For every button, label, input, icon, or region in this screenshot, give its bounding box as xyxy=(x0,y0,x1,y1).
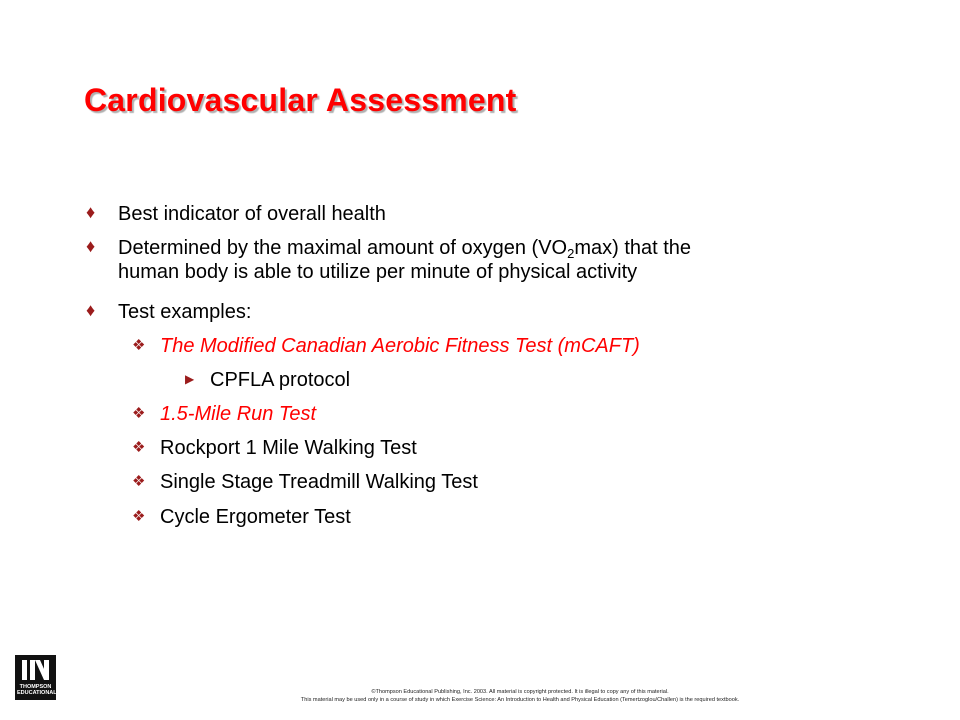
logo-text-line-2: EDUCATIONAL xyxy=(17,690,57,696)
sub-bullet-treadmill: Single Stage Treadmill Walking Test xyxy=(160,471,478,493)
bullet-test-examples: Test examples: xyxy=(118,301,252,323)
sub-bullet-rockport: Rockport 1 Mile Walking Test xyxy=(160,437,417,459)
publisher-logo-text xyxy=(17,684,57,696)
bullet-best-indicator: Best indicator of overall health xyxy=(118,203,386,225)
diamond-bullet-icon: ♦ xyxy=(86,202,96,222)
triangle-bullet-icon: ▶ xyxy=(185,372,195,386)
sub-bullet-run-test: 1.5-Mile Run Test xyxy=(160,403,316,425)
diamond-bullet-icon: ♦ xyxy=(86,236,96,256)
bullet-vo2max-text-pre: Determined by the maximal amount of oxygen (VO xyxy=(118,237,568,259)
star-bullet-icon: ❖ xyxy=(132,508,146,525)
diamond-bullet-icon: ♦ xyxy=(86,300,96,320)
footer-usage-note: This material may be used only in a course of study in which Exercise Science: An Introduction to Health and Physical Education (Temertzoglou/Challen) is the required textbook. xyxy=(300,697,740,703)
footer-copyright: ©Thompson Educational Publishing, Inc. 2003. All material is copyright protected. It is illegal to copy any of this material. xyxy=(371,689,669,695)
logo-text-line-1: THOMPSON xyxy=(19,684,52,690)
publisher-logo-mark-icon xyxy=(19,658,52,682)
publisher-logo xyxy=(15,655,56,700)
bullet-vo2max-subscript: 2 xyxy=(567,246,575,261)
bullet-vo2max-text-post: max) that the xyxy=(574,237,692,259)
star-bullet-icon: ❖ xyxy=(132,439,146,456)
bullet-vo2max xyxy=(118,236,691,284)
bullet-vo2max-line2: human body is able to utilize per minute of physical activity xyxy=(118,261,638,283)
slide-title: Cardiovascular Assessment xyxy=(84,82,517,118)
sub-bullet-cycle: Cycle Ergometer Test xyxy=(160,506,351,528)
sub-sub-bullet-cpfla: CPFLA protocol xyxy=(210,369,351,391)
star-bullet-icon: ❖ xyxy=(132,405,146,422)
star-bullet-icon: ❖ xyxy=(132,473,146,490)
sub-bullet-mcaft: The Modified Canadian Aerobic Fitness Test (mCAFT) xyxy=(160,335,640,357)
star-bullet-icon: ❖ xyxy=(132,337,146,354)
